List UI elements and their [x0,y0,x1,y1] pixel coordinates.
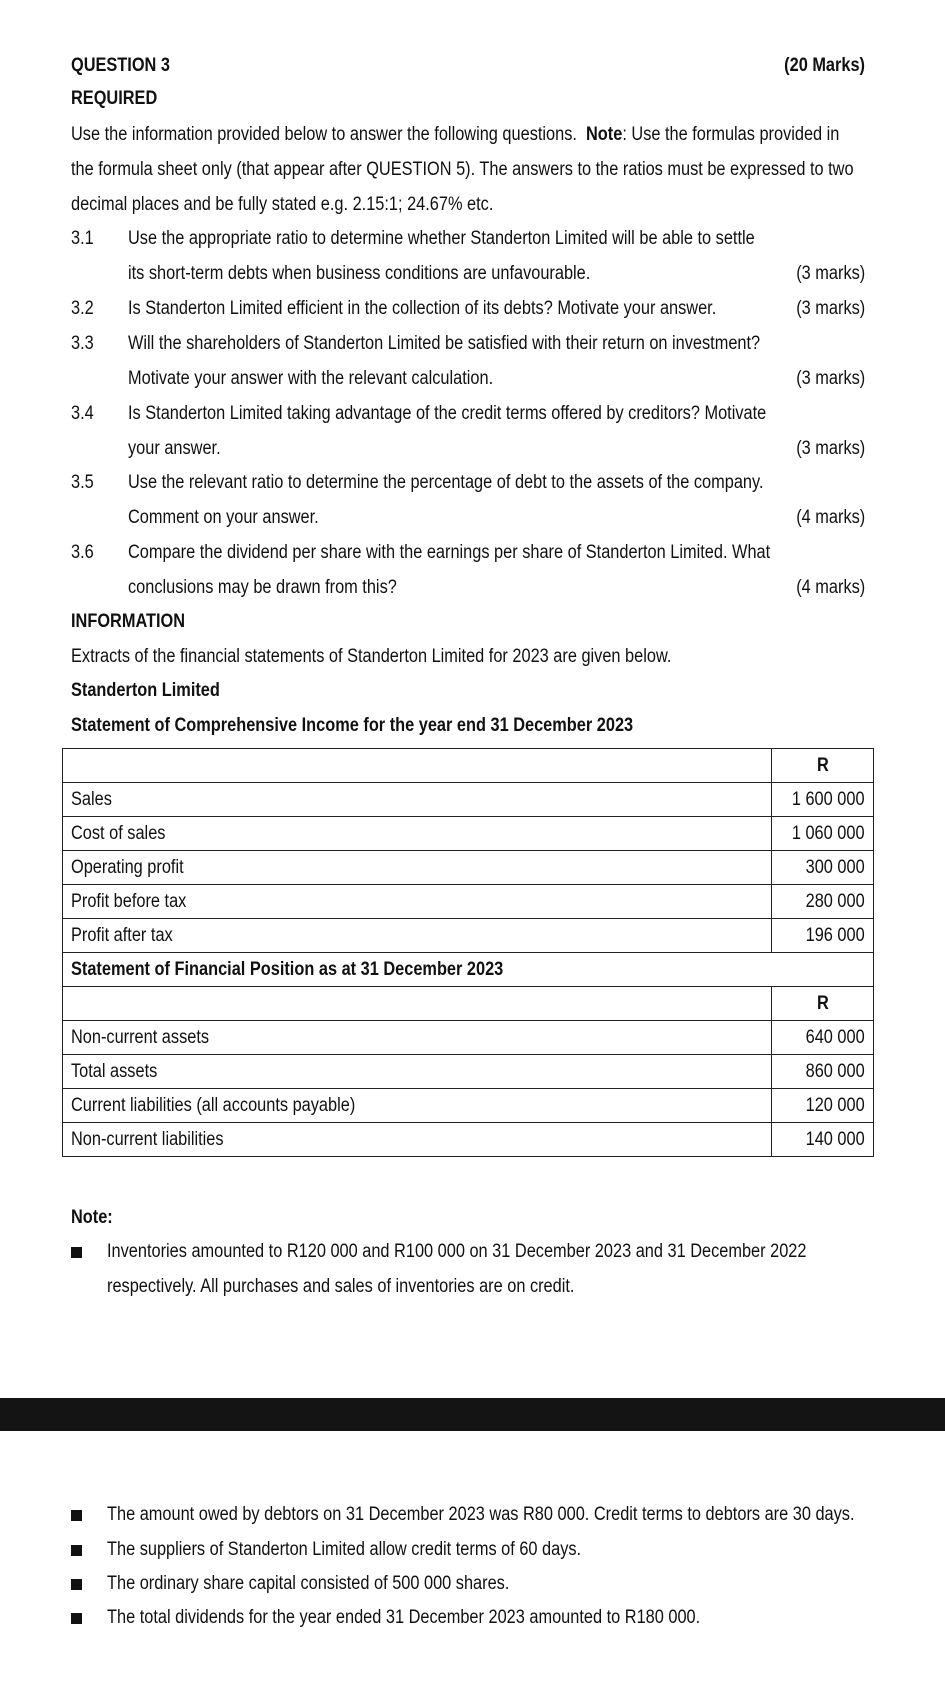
question-number: 3.2 [71,298,94,319]
table-row [63,783,874,817]
table-header-row [63,987,874,1021]
question-marks: (3 marks) [795,438,865,459]
intro-line-1: Use the information provided below to answer the following questions. Note: Use the formulas provided in [71,124,840,145]
row-value: 640 000 [772,1021,874,1055]
bullet-icon [71,1247,82,1258]
question-number: 3.4 [71,403,94,424]
note-text: Inventories amounted to R120 000 and R100 000 on 31 December 2023 and 31 December 2022 [107,1241,807,1262]
information-text: Extracts of the financial statements of Standerton Limited for 2023 are given below. [71,646,672,667]
row-label: Profit before tax [63,885,772,919]
intro-line-3: decimal places and be fully stated e.g. 2.15:1; 24.67% etc. [71,194,494,215]
row-value: 280 000 [772,885,874,919]
note-item: The ordinary share capital consisted of 500 000 shares. [107,1573,510,1594]
income-statement-table [62,748,874,1157]
question-text: conclusions may be drawn from this? [128,577,397,598]
note-item: The total dividends for the year ended 31 December 2023 amounted to R180 000. [107,1607,701,1628]
row-value: 1 060 000 [772,817,874,851]
table-header-row [63,749,874,783]
question-text: Motivate your answer with the relevant calculation. [128,368,494,389]
question-text: Is Standerton Limited efficient in the collection of its debts? Motivate your answer. [128,298,717,319]
notes-heading: Note: [71,1207,113,1228]
row-label: Non-current assets [63,1021,772,1055]
table-row [63,817,874,851]
redaction-bar [0,1398,945,1431]
question-marks: (4 marks) [795,507,865,528]
row-label: Current liabilities (all accounts payable) [63,1089,772,1123]
question-number: 3.3 [71,333,94,354]
question-text: its short-term debts when business conditions are unfavourable. [128,263,591,284]
table-cell [63,987,772,1021]
table-row [63,1055,874,1089]
required-heading: REQUIRED [71,88,158,109]
row-label: Cost of sales [63,817,772,851]
table-row [63,885,874,919]
row-value: 140 000 [772,1123,874,1157]
bullet-icon [71,1545,82,1556]
note-item: The suppliers of Standerton Limited allow credit terms of 60 days. [107,1539,582,1560]
question-text: Use the appropriate ratio to determine whether Standerton Limited will be able to settle [128,228,755,249]
row-label: Sales [63,783,772,817]
bullet-icon [71,1510,82,1521]
section-title-row [63,953,874,987]
total-marks: (20 Marks) [784,55,865,76]
question-marks: (3 marks) [795,298,865,319]
bullet-icon [71,1579,82,1590]
information-heading: INFORMATION [71,611,186,632]
question-text: your answer. [128,438,221,459]
table-cell [63,749,772,783]
table-row [63,1021,874,1055]
table-row [63,919,874,953]
table-row [63,1089,874,1123]
income-statement-title: Statement of Comprehensive Income for the year end 31 December 2023 [71,715,634,736]
note-text: respectively. All purchases and sales of inventories are on credit. [107,1276,575,1297]
question-text: Compare the dividend per share with the earnings per share of Standerton Limited. What [128,542,771,563]
table-row [63,851,874,885]
question-number: 3.6 [71,542,94,563]
currency-header: R [772,749,874,783]
row-value: 1 600 000 [772,783,874,817]
question-number: 3.5 [71,472,94,493]
bullet-icon [71,1613,82,1624]
row-value: 300 000 [772,851,874,885]
question-marks: (4 marks) [795,577,865,598]
question-text: Will the shareholders of Standerton Limited be satisfied with their return on investment? [128,333,761,354]
question-text: Comment on your answer. [128,507,319,528]
note-item: The amount owed by debtors on 31 December 2023 was R80 000. Credit terms to debtors are 30 days. [107,1504,855,1525]
question-text: Use the relevant ratio to determine the percentage of debt to the assets of the company. [128,472,764,493]
question-number: 3.1 [71,228,94,249]
question-marks: (3 marks) [795,368,865,389]
currency-header: R [772,987,874,1021]
row-label: Profit after tax [63,919,772,953]
row-value: 120 000 [772,1089,874,1123]
row-value: 860 000 [772,1055,874,1089]
company-name: Standerton Limited [71,680,220,701]
row-label: Total assets [63,1055,772,1089]
intro-line-2: the formula sheet only (that appear after QUESTION 5). The answers to the ratios must be expressed to two [71,159,854,180]
row-label: Non-current liabilities [63,1123,772,1157]
question-marks: (3 marks) [795,263,865,284]
row-label: Operating profit [63,851,772,885]
position-statement-title: Statement of Financial Position as at 31 December 2023 [63,953,874,987]
row-value: 196 000 [772,919,874,953]
question-text: Is Standerton Limited taking advantage of the credit terms offered by creditors? Motivate [128,403,767,424]
question-title: QUESTION 3 [71,55,170,76]
table-row [63,1123,874,1157]
